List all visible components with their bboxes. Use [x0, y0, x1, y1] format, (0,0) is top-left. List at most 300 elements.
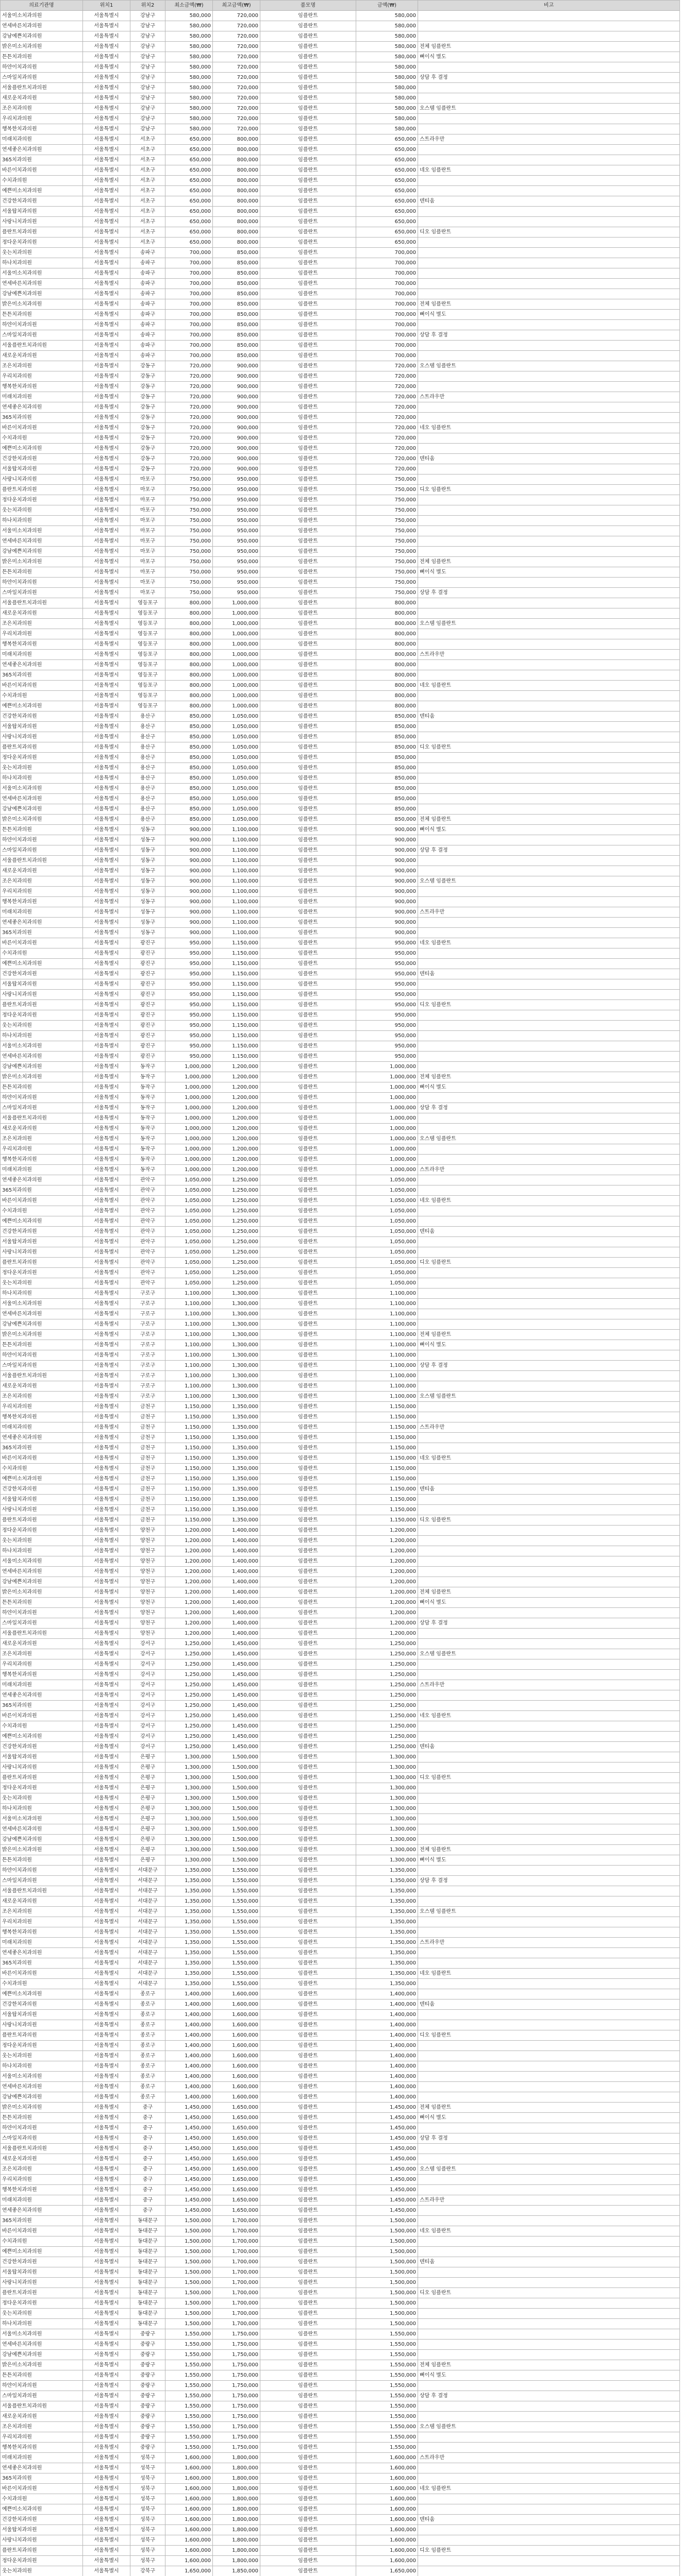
cell-location2: 동대문구 [130, 2247, 165, 2257]
table-row [1, 691, 680, 701]
cell-min-price: 1,150,000 [165, 1412, 213, 1422]
cell-institution: 365치과의원 [1, 2473, 83, 2484]
cell-note [418, 1443, 680, 1453]
cell-max-price: 950,000 [213, 495, 260, 505]
cell-location2: 은평구 [130, 1752, 165, 1762]
cell-product: 임플란트 [260, 1536, 356, 1546]
cell-product: 임플란트 [260, 516, 356, 526]
cell-product: 임플란트 [260, 2515, 356, 2525]
cell-location1: 서울특별시 [83, 1299, 130, 1309]
cell-amount: 950,000 [356, 959, 418, 969]
cell-institution: 튼튼치과의원 [1, 825, 83, 835]
cell-location2: 서초구 [130, 165, 165, 176]
table-row [1, 1927, 680, 1938]
cell-min-price: 1,150,000 [165, 1505, 213, 1515]
cell-max-price: 1,800,000 [213, 2484, 260, 2494]
cell-location1: 서울특별시 [83, 2185, 130, 2195]
header-location2: 위치2 [130, 1, 165, 11]
cell-note: 뼈이식 별도 [418, 1082, 680, 1093]
cell-max-price: 1,100,000 [213, 928, 260, 938]
table-row [1, 1021, 680, 1031]
cell-note [418, 794, 680, 804]
table-row [1, 804, 680, 815]
cell-location2: 양천구 [130, 1629, 165, 1639]
cell-location1: 서울특별시 [83, 1268, 130, 1278]
cell-max-price: 1,700,000 [213, 2309, 260, 2319]
cell-institution: 수치과의원 [1, 948, 83, 959]
cell-min-price: 900,000 [165, 928, 213, 938]
cell-location2: 광진구 [130, 990, 165, 1000]
cell-amount: 1,450,000 [356, 2195, 418, 2206]
cell-product: 임플란트 [260, 1371, 356, 1381]
table-row [1, 474, 680, 485]
cell-product: 임플란트 [260, 2247, 356, 2257]
cell-location1: 서울특별시 [83, 1134, 130, 1144]
cell-product: 임플란트 [260, 413, 356, 423]
cell-product: 임플란트 [260, 1474, 356, 1484]
cell-product: 임플란트 [260, 2566, 356, 2576]
cell-max-price: 1,300,000 [213, 1381, 260, 1392]
cell-amount: 1,350,000 [356, 1948, 418, 1958]
cell-min-price: 1,100,000 [165, 1319, 213, 1330]
cell-note: 스트라우만 [418, 134, 680, 145]
cell-location1: 서울특별시 [83, 361, 130, 371]
cell-note: 네오 임플란트 [418, 1196, 680, 1206]
cell-min-price: 900,000 [165, 897, 213, 907]
cell-min-price: 650,000 [165, 134, 213, 145]
cell-location1: 서울특별시 [83, 887, 130, 897]
cell-amount: 580,000 [356, 52, 418, 62]
cell-max-price: 720,000 [213, 104, 260, 114]
cell-product: 임플란트 [260, 2525, 356, 2535]
cell-product: 임플란트 [260, 1969, 356, 1979]
cell-max-price: 1,650,000 [213, 2133, 260, 2144]
cell-location1: 서울특별시 [83, 2422, 130, 2432]
table-row [1, 1866, 680, 1876]
cell-note: 오스템 임플란트 [418, 1134, 680, 1144]
table-row [1, 1041, 680, 1052]
cell-note: 덴티움 [418, 196, 680, 207]
cell-max-price: 800,000 [213, 165, 260, 176]
cell-location1: 서울특별시 [83, 907, 130, 918]
cell-max-price: 1,450,000 [213, 1711, 260, 1721]
cell-institution: 연세좋은치과의원 [1, 1175, 83, 1185]
cell-location2: 중랑구 [130, 2360, 165, 2370]
cell-note: 오스템 임플란트 [418, 361, 680, 371]
cell-note [418, 433, 680, 444]
cell-min-price: 650,000 [165, 217, 213, 227]
table-row [1, 1144, 680, 1155]
cell-max-price: 900,000 [213, 444, 260, 454]
cell-max-price: 1,100,000 [213, 876, 260, 887]
cell-product: 임플란트 [260, 1289, 356, 1299]
cell-max-price: 1,150,000 [213, 979, 260, 990]
cell-min-price: 1,550,000 [165, 2432, 213, 2443]
cell-note: 디오 임플란트 [418, 485, 680, 495]
cell-min-price: 1,100,000 [165, 1350, 213, 1361]
cell-max-price: 1,350,000 [213, 1495, 260, 1505]
cell-max-price: 1,050,000 [213, 794, 260, 804]
cell-location2: 광진구 [130, 948, 165, 959]
cell-location1: 서울특별시 [83, 2360, 130, 2370]
cell-note [418, 1639, 680, 1649]
cell-location2: 중구 [130, 2154, 165, 2164]
cell-location1: 서울특별시 [83, 1196, 130, 1206]
cell-location1: 서울특별시 [83, 1464, 130, 1474]
cell-amount: 1,300,000 [356, 1762, 418, 1773]
cell-location1: 서울특별시 [83, 516, 130, 526]
cell-location1: 서울특별시 [83, 578, 130, 588]
cell-min-price: 1,600,000 [165, 2484, 213, 2494]
cell-location1: 서울특별시 [83, 341, 130, 351]
table-row [1, 2546, 680, 2556]
cell-product: 임플란트 [260, 660, 356, 670]
cell-institution: 우리치과의원 [1, 371, 83, 382]
cell-min-price: 580,000 [165, 52, 213, 62]
cell-note [418, 1762, 680, 1773]
cell-location2: 서대문구 [130, 1969, 165, 1979]
cell-max-price: 900,000 [213, 371, 260, 382]
cell-location2: 성동구 [130, 887, 165, 897]
cell-note: 오스템 임플란트 [418, 2422, 680, 2432]
cell-amount: 800,000 [356, 619, 418, 629]
cell-product: 임플란트 [260, 1299, 356, 1309]
cell-location1: 서울특별시 [83, 227, 130, 238]
cell-institution: 조은치과의원 [1, 1392, 83, 1402]
cell-location1: 서울특별시 [83, 1000, 130, 1010]
cell-min-price: 800,000 [165, 681, 213, 691]
table-row [1, 1536, 680, 1546]
cell-min-price: 950,000 [165, 1052, 213, 1062]
table-row [1, 1155, 680, 1165]
cell-amount: 1,550,000 [356, 2340, 418, 2350]
table-row [1, 567, 680, 578]
cell-location2: 강동구 [130, 464, 165, 474]
cell-location2: 서초구 [130, 217, 165, 227]
cell-min-price: 1,150,000 [165, 1443, 213, 1453]
cell-amount: 1,350,000 [356, 1907, 418, 1917]
cell-amount: 580,000 [356, 21, 418, 31]
table-row [1, 2504, 680, 2515]
cell-amount: 900,000 [356, 887, 418, 897]
cell-product: 임플란트 [260, 299, 356, 310]
cell-note [418, 732, 680, 742]
cell-location1: 서울특별시 [83, 1711, 130, 1721]
cell-location2: 송파구 [130, 320, 165, 330]
cell-location1: 서울특별시 [83, 1670, 130, 1680]
cell-institution: 행복한치과의원 [1, 639, 83, 650]
cell-note: 상담 후 결정 [418, 330, 680, 341]
cell-amount: 1,200,000 [356, 1608, 418, 1618]
cell-institution: 플란트치과의원 [1, 227, 83, 238]
cell-amount: 800,000 [356, 608, 418, 619]
cell-location2: 마포구 [130, 474, 165, 485]
table-row [1, 2082, 680, 2092]
cell-note [418, 2329, 680, 2340]
cell-product: 임플란트 [260, 845, 356, 856]
cell-location1: 서울특별시 [83, 1319, 130, 1330]
cell-min-price: 1,400,000 [165, 1999, 213, 2010]
cell-location1: 서울특별시 [83, 2133, 130, 2144]
cell-product: 임플란트 [260, 2432, 356, 2443]
cell-min-price: 1,400,000 [165, 1989, 213, 1999]
cell-max-price: 1,000,000 [213, 608, 260, 619]
cell-note [418, 1371, 680, 1381]
cell-max-price: 1,650,000 [213, 2113, 260, 2123]
cell-amount: 1,600,000 [356, 2473, 418, 2484]
cell-max-price: 1,450,000 [213, 1670, 260, 1680]
cell-institution: 미래치과의원 [1, 2453, 83, 2463]
cell-max-price: 720,000 [213, 93, 260, 104]
cell-location2: 성동구 [130, 845, 165, 856]
cell-note [418, 1989, 680, 1999]
cell-min-price: 580,000 [165, 62, 213, 73]
table-row [1, 536, 680, 547]
cell-min-price: 700,000 [165, 258, 213, 268]
cell-location2: 성동구 [130, 928, 165, 938]
cell-location1: 서울특별시 [83, 598, 130, 608]
cell-location1: 서울특별시 [83, 753, 130, 763]
cell-amount: 1,200,000 [356, 1556, 418, 1567]
cell-institution: 건강한치과의원 [1, 711, 83, 722]
cell-institution: 연세좋은치과의원 [1, 1690, 83, 1701]
cell-note [418, 474, 680, 485]
cell-product: 임플란트 [260, 454, 356, 464]
cell-note: 디오 임플란트 [418, 1773, 680, 1783]
cell-note [418, 2175, 680, 2185]
cell-location2: 서대문구 [130, 1917, 165, 1927]
table-row [1, 2535, 680, 2546]
cell-product: 임플란트 [260, 1793, 356, 1804]
cell-product: 임플란트 [260, 2370, 356, 2381]
cell-amount: 1,050,000 [356, 1175, 418, 1185]
cell-note [418, 608, 680, 619]
cell-institution: 정다운치과의원 [1, 1783, 83, 1793]
cell-location2: 중랑구 [130, 2350, 165, 2360]
cell-note: 오스템 임플란트 [418, 876, 680, 887]
cell-note: 뼈이식 별도 [418, 1340, 680, 1350]
cell-min-price: 720,000 [165, 423, 213, 433]
cell-location2: 서대문구 [130, 1938, 165, 1948]
cell-institution: 하나치과의원 [1, 1289, 83, 1299]
cell-institution: 밝은미소치과의원 [1, 1587, 83, 1598]
cell-location1: 서울특별시 [83, 1804, 130, 1814]
cell-min-price: 1,300,000 [165, 1824, 213, 1835]
cell-min-price: 1,050,000 [165, 1247, 213, 1258]
cell-institution: 건강한치과의원 [1, 969, 83, 979]
cell-note [418, 1690, 680, 1701]
cell-location1: 서울특별시 [83, 681, 130, 691]
table-row [1, 2247, 680, 2257]
cell-location2: 양천구 [130, 1598, 165, 1608]
cell-location1: 서울특별시 [83, 320, 130, 330]
cell-max-price: 1,200,000 [213, 1072, 260, 1082]
cell-location1: 서울특별시 [83, 1350, 130, 1361]
cell-min-price: 950,000 [165, 1021, 213, 1031]
cell-institution: 강남예쁜치과의원 [1, 2350, 83, 2360]
table-row [1, 670, 680, 681]
cell-max-price: 1,450,000 [213, 1732, 260, 1742]
cell-note [418, 948, 680, 959]
table-row [1, 660, 680, 670]
cell-location1: 서울특별시 [83, 2103, 130, 2113]
cell-amount: 850,000 [356, 815, 418, 825]
cell-location1: 서울특별시 [83, 1443, 130, 1453]
cell-product: 임플란트 [260, 2072, 356, 2082]
cell-amount: 800,000 [356, 660, 418, 670]
cell-amount: 800,000 [356, 650, 418, 660]
cell-location1: 서울특별시 [83, 1072, 130, 1082]
cell-institution: 365치과의원 [1, 1958, 83, 1969]
cell-min-price: 650,000 [165, 227, 213, 238]
cell-institution: 밝은미소치과의원 [1, 1330, 83, 1340]
cell-location1: 서울특별시 [83, 732, 130, 742]
cell-product: 임플란트 [260, 227, 356, 238]
cell-location2: 강서구 [130, 1670, 165, 1680]
cell-min-price: 1,300,000 [165, 1762, 213, 1773]
table-row [1, 588, 680, 598]
cell-product: 임플란트 [260, 11, 356, 21]
cell-location1: 서울특별시 [83, 1639, 130, 1649]
cell-max-price: 1,300,000 [213, 1392, 260, 1402]
cell-institution: 수치과의원 [1, 1464, 83, 1474]
cell-amount: 1,400,000 [356, 2041, 418, 2051]
cell-product: 임플란트 [260, 897, 356, 907]
cell-product: 임플란트 [260, 2453, 356, 2463]
cell-location1: 서울특별시 [83, 1690, 130, 1701]
cell-institution: 365치과의원 [1, 155, 83, 165]
cell-min-price: 1,350,000 [165, 1896, 213, 1907]
cell-amount: 650,000 [356, 227, 418, 238]
cell-location2: 금천구 [130, 1433, 165, 1443]
cell-institution: 서울탑치과의원 [1, 1752, 83, 1762]
cell-location1: 서울특별시 [83, 1247, 130, 1258]
table-row [1, 176, 680, 186]
cell-product: 임플란트 [260, 2144, 356, 2154]
cell-note [418, 526, 680, 536]
cell-location1: 서울특별시 [83, 1103, 130, 1113]
cell-max-price: 1,600,000 [213, 2020, 260, 2030]
cell-product: 임플란트 [260, 2185, 356, 2195]
cell-location1: 서울특별시 [83, 2494, 130, 2504]
cell-amount: 1,550,000 [356, 2370, 418, 2381]
cell-location2: 성동구 [130, 876, 165, 887]
cell-location1: 서울특별시 [83, 2164, 130, 2175]
cell-min-price: 1,500,000 [165, 2309, 213, 2319]
cell-location2: 종로구 [130, 2010, 165, 2020]
cell-note [418, 2381, 680, 2391]
cell-note [418, 1464, 680, 1474]
table-row [1, 1814, 680, 1824]
cell-location2: 영등포구 [130, 598, 165, 608]
cell-location2: 강동구 [130, 454, 165, 464]
cell-min-price: 700,000 [165, 299, 213, 310]
cell-min-price: 1,400,000 [165, 2092, 213, 2103]
cell-amount: 1,550,000 [356, 2360, 418, 2370]
cell-product: 임플란트 [260, 825, 356, 835]
table-row [1, 948, 680, 959]
cell-location2: 동대문구 [130, 2257, 165, 2267]
cell-note: 덴티움 [418, 969, 680, 979]
cell-min-price: 1,150,000 [165, 1474, 213, 1484]
table-row [1, 2133, 680, 2144]
cell-product: 임플란트 [260, 1835, 356, 1845]
cell-max-price: 1,650,000 [213, 2123, 260, 2133]
cell-institution: 하나치과의원 [1, 516, 83, 526]
cell-product: 임플란트 [260, 1783, 356, 1793]
cell-note [418, 186, 680, 196]
cell-institution: 서울플란트치과의원 [1, 2144, 83, 2154]
cell-min-price: 1,600,000 [165, 2556, 213, 2566]
cell-location1: 서울특별시 [83, 2309, 130, 2319]
cell-min-price: 1,000,000 [165, 1165, 213, 1175]
cell-note [418, 1721, 680, 1732]
cell-amount: 800,000 [356, 681, 418, 691]
cell-institution: 연세좋은치과의원 [1, 918, 83, 928]
table-row [1, 1495, 680, 1505]
cell-location2: 서초구 [130, 134, 165, 145]
cell-min-price: 800,000 [165, 619, 213, 629]
cell-product: 임플란트 [260, 1907, 356, 1917]
cell-amount: 1,250,000 [356, 1721, 418, 1732]
cell-institution: 조은치과의원 [1, 619, 83, 629]
cell-product: 임플란트 [260, 423, 356, 433]
cell-amount: 750,000 [356, 547, 418, 557]
cell-note: 오스템 임플란트 [418, 1392, 680, 1402]
cell-product: 임플란트 [260, 73, 356, 83]
cell-amount: 650,000 [356, 134, 418, 145]
table-row [1, 495, 680, 505]
table-row [1, 2092, 680, 2103]
cell-note [418, 928, 680, 938]
cell-location1: 서울특별시 [83, 1556, 130, 1567]
cell-product: 임플란트 [260, 578, 356, 588]
cell-min-price: 720,000 [165, 413, 213, 423]
table-row [1, 186, 680, 196]
cell-max-price: 1,500,000 [213, 1824, 260, 1835]
cell-max-price: 1,450,000 [213, 1639, 260, 1649]
table-row [1, 258, 680, 268]
cell-max-price: 1,250,000 [213, 1227, 260, 1237]
table-row [1, 1453, 680, 1464]
cell-note [418, 155, 680, 165]
cell-amount: 1,600,000 [356, 2556, 418, 2566]
cell-location1: 서울특별시 [83, 711, 130, 722]
cell-institution: 사랑니치과의원 [1, 990, 83, 1000]
cell-institution: 강남예쁜치과의원 [1, 289, 83, 299]
cell-amount: 900,000 [356, 825, 418, 835]
cell-location1: 서울특별시 [83, 650, 130, 660]
cell-location2: 성동구 [130, 866, 165, 876]
cell-amount: 800,000 [356, 691, 418, 701]
cell-product: 임플란트 [260, 1062, 356, 1072]
cell-institution: 정다운치과의원 [1, 2041, 83, 2051]
cell-location2: 종로구 [130, 2082, 165, 2092]
cell-amount: 750,000 [356, 536, 418, 547]
cell-location2: 동작구 [130, 1113, 165, 1124]
cell-location2: 중랑구 [130, 2370, 165, 2381]
cell-note [418, 21, 680, 31]
table-row [1, 608, 680, 619]
cell-institution: 스마일치과의원 [1, 2391, 83, 2401]
cell-note [418, 382, 680, 392]
table-row [1, 464, 680, 474]
cell-min-price: 1,350,000 [165, 1938, 213, 1948]
cell-product: 임플란트 [260, 876, 356, 887]
table-row [1, 1165, 680, 1175]
cell-location2: 동작구 [130, 1103, 165, 1113]
cell-institution: 튼튼치과의원 [1, 567, 83, 578]
